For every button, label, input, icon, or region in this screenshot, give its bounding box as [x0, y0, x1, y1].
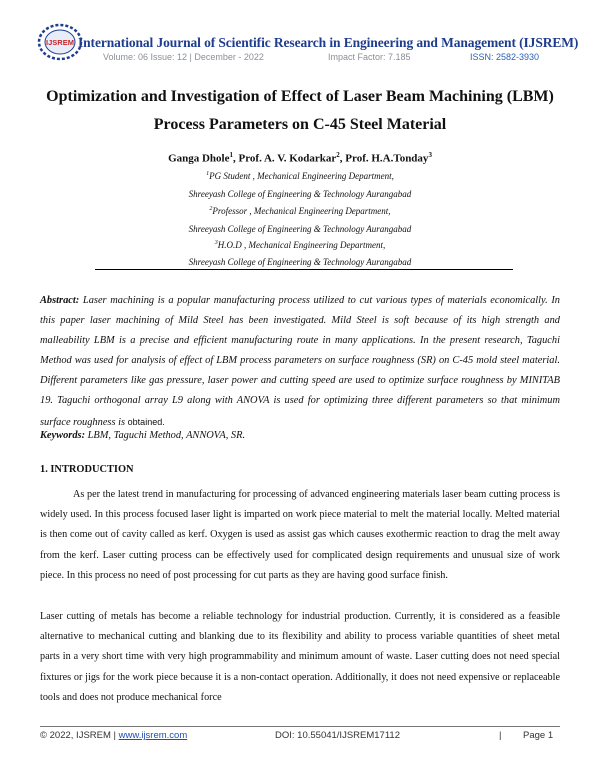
paper-title-line-1: Optimization and Investigation of Effect of Laser Beam Machining (LBM) — [46, 88, 554, 105]
journal-logo-icon — [36, 22, 84, 62]
author-separator: , — [233, 152, 239, 165]
affiliation-line — [40, 240, 560, 250]
author-separator: , — [339, 152, 346, 165]
author-affiliation-mark: 1 — [229, 151, 233, 159]
abstract — [40, 291, 560, 433]
abstract-tail: obtained. — [127, 416, 165, 427]
svg-text:IJSREM: IJSREM — [46, 38, 74, 47]
journal-volume: Volume: 06 Issue: 12 | December - 2022 — [103, 52, 264, 62]
affiliation-text: Shreeyash College of Engineering & Technology Aurangabad — [188, 257, 412, 267]
affiliation-text: Shreeyash College of Engineering & Technology Aurangabad — [188, 224, 412, 234]
footer-copyright — [40, 730, 187, 741]
copyright-text: © 2022, IJSREM | — [40, 730, 119, 741]
intro-paragraph-2: Laser cutting of metals has become a reliable technology for industrial production. Currently, it is considered as a feasible alternative to mechanical cutting and blanking due to its flexibility and ability to process variable quantities of sheet metal parts in a very short time with very high programmability and minimum amount of waste. Laser cutting does not need special fixtures or jigs for the work piece because it is a non-contact operation. Additionally, it does not need expensive or replaceable tools and does not produce mechanical force — [40, 611, 560, 703]
author-name: Prof. A. V. Kodarkar — [238, 152, 337, 165]
website-link[interactable]: www.ijsrem.com — [118, 730, 188, 741]
keywords-text: LBM, Taguchi Method, ANNOVA, SR. — [87, 430, 246, 441]
affiliation-line — [40, 189, 560, 199]
author-affiliation-mark: 2 — [336, 151, 340, 159]
journal-impact-factor: Impact Factor: 7.185 — [328, 52, 411, 62]
affiliation-line — [40, 257, 560, 267]
affiliation-text: H.O.D , Mechanical Engineering Department, — [217, 240, 386, 250]
author-list — [40, 151, 560, 165]
intro-paragraph-1: As per the latest trend in manufacturing for processing of advanced engineering materials laser beam cutting process is widely used. In this process focused laser light is imparted on work piece material to melt the material locally. Melted material is then come out of cavity called as kerf. Oxygen is used as assist gas which causes exothermic reaction to drag the melt away from the kerf. Laser cutting process can be effectively used for complicated design requirements and unusual size of work piece. In this process no need of post processing for cut parts as they are having good surface finish. — [40, 489, 560, 581]
journal-issn: ISSN: 2582-3930 — [470, 52, 540, 62]
footer-doi: DOI: 10.55041/IJSREM17112 — [275, 730, 400, 741]
author-name: Prof. H.A.Tonday — [345, 152, 429, 165]
keywords-label: Keywords: — [40, 430, 86, 441]
journal-title: International Journal of Scientific Research in Engineering and Management (IJSREM) — [78, 35, 579, 50]
affiliation-line — [40, 224, 560, 234]
affiliation-mark: 3 — [214, 240, 218, 246]
affiliation-text: Professor , Mechanical Engineering Department, — [212, 206, 391, 216]
keywords — [40, 430, 560, 441]
affiliation-text: PG Student , Mechanical Engineering Department, — [209, 171, 394, 181]
affiliation-mark: 1 — [206, 171, 210, 177]
affiliation-line — [40, 171, 560, 181]
section-heading: 1. INTRODUCTION — [40, 464, 134, 475]
page-number: Page 1 — [523, 730, 554, 741]
affiliation-text: Shreeyash College of Engineering & Technology Aurangabad — [188, 189, 412, 199]
footer-separator: | — [499, 730, 502, 741]
abstract-text: Laser machining is a popular manufacturing process utilized to cut various types of materials economically. In this paper laser machining of Mild Steel has been investigated. Mild Steel is soft because of its high strength and malleability LBM is a precise and efficient manufacturing route in many applications. In the present research, Taguchi Method was used for analysis of effect of LBM process parameters on surface roughness (SR) on C-45 mold steel material. Different parameters like gas pressure, laser power and cutting speed are used to optimize surface roughness by MINITAB 19. Taguchi orthogonal array L9 along with ANOVA is used for optimizing three different parameters so that minimum surface roughness is — [40, 295, 560, 428]
author-affiliation-mark: 3 — [428, 151, 432, 159]
affiliation-line — [40, 206, 560, 216]
affiliation-mark: 2 — [209, 206, 213, 212]
author-name: Ganga Dhole — [168, 152, 230, 165]
footer-rule — [40, 726, 560, 727]
abstract-label: Abstract: — [40, 295, 80, 306]
paper-title-line-2: Process Parameters on C-45 Steel Material — [153, 116, 447, 133]
title-separator-line — [95, 269, 513, 270]
